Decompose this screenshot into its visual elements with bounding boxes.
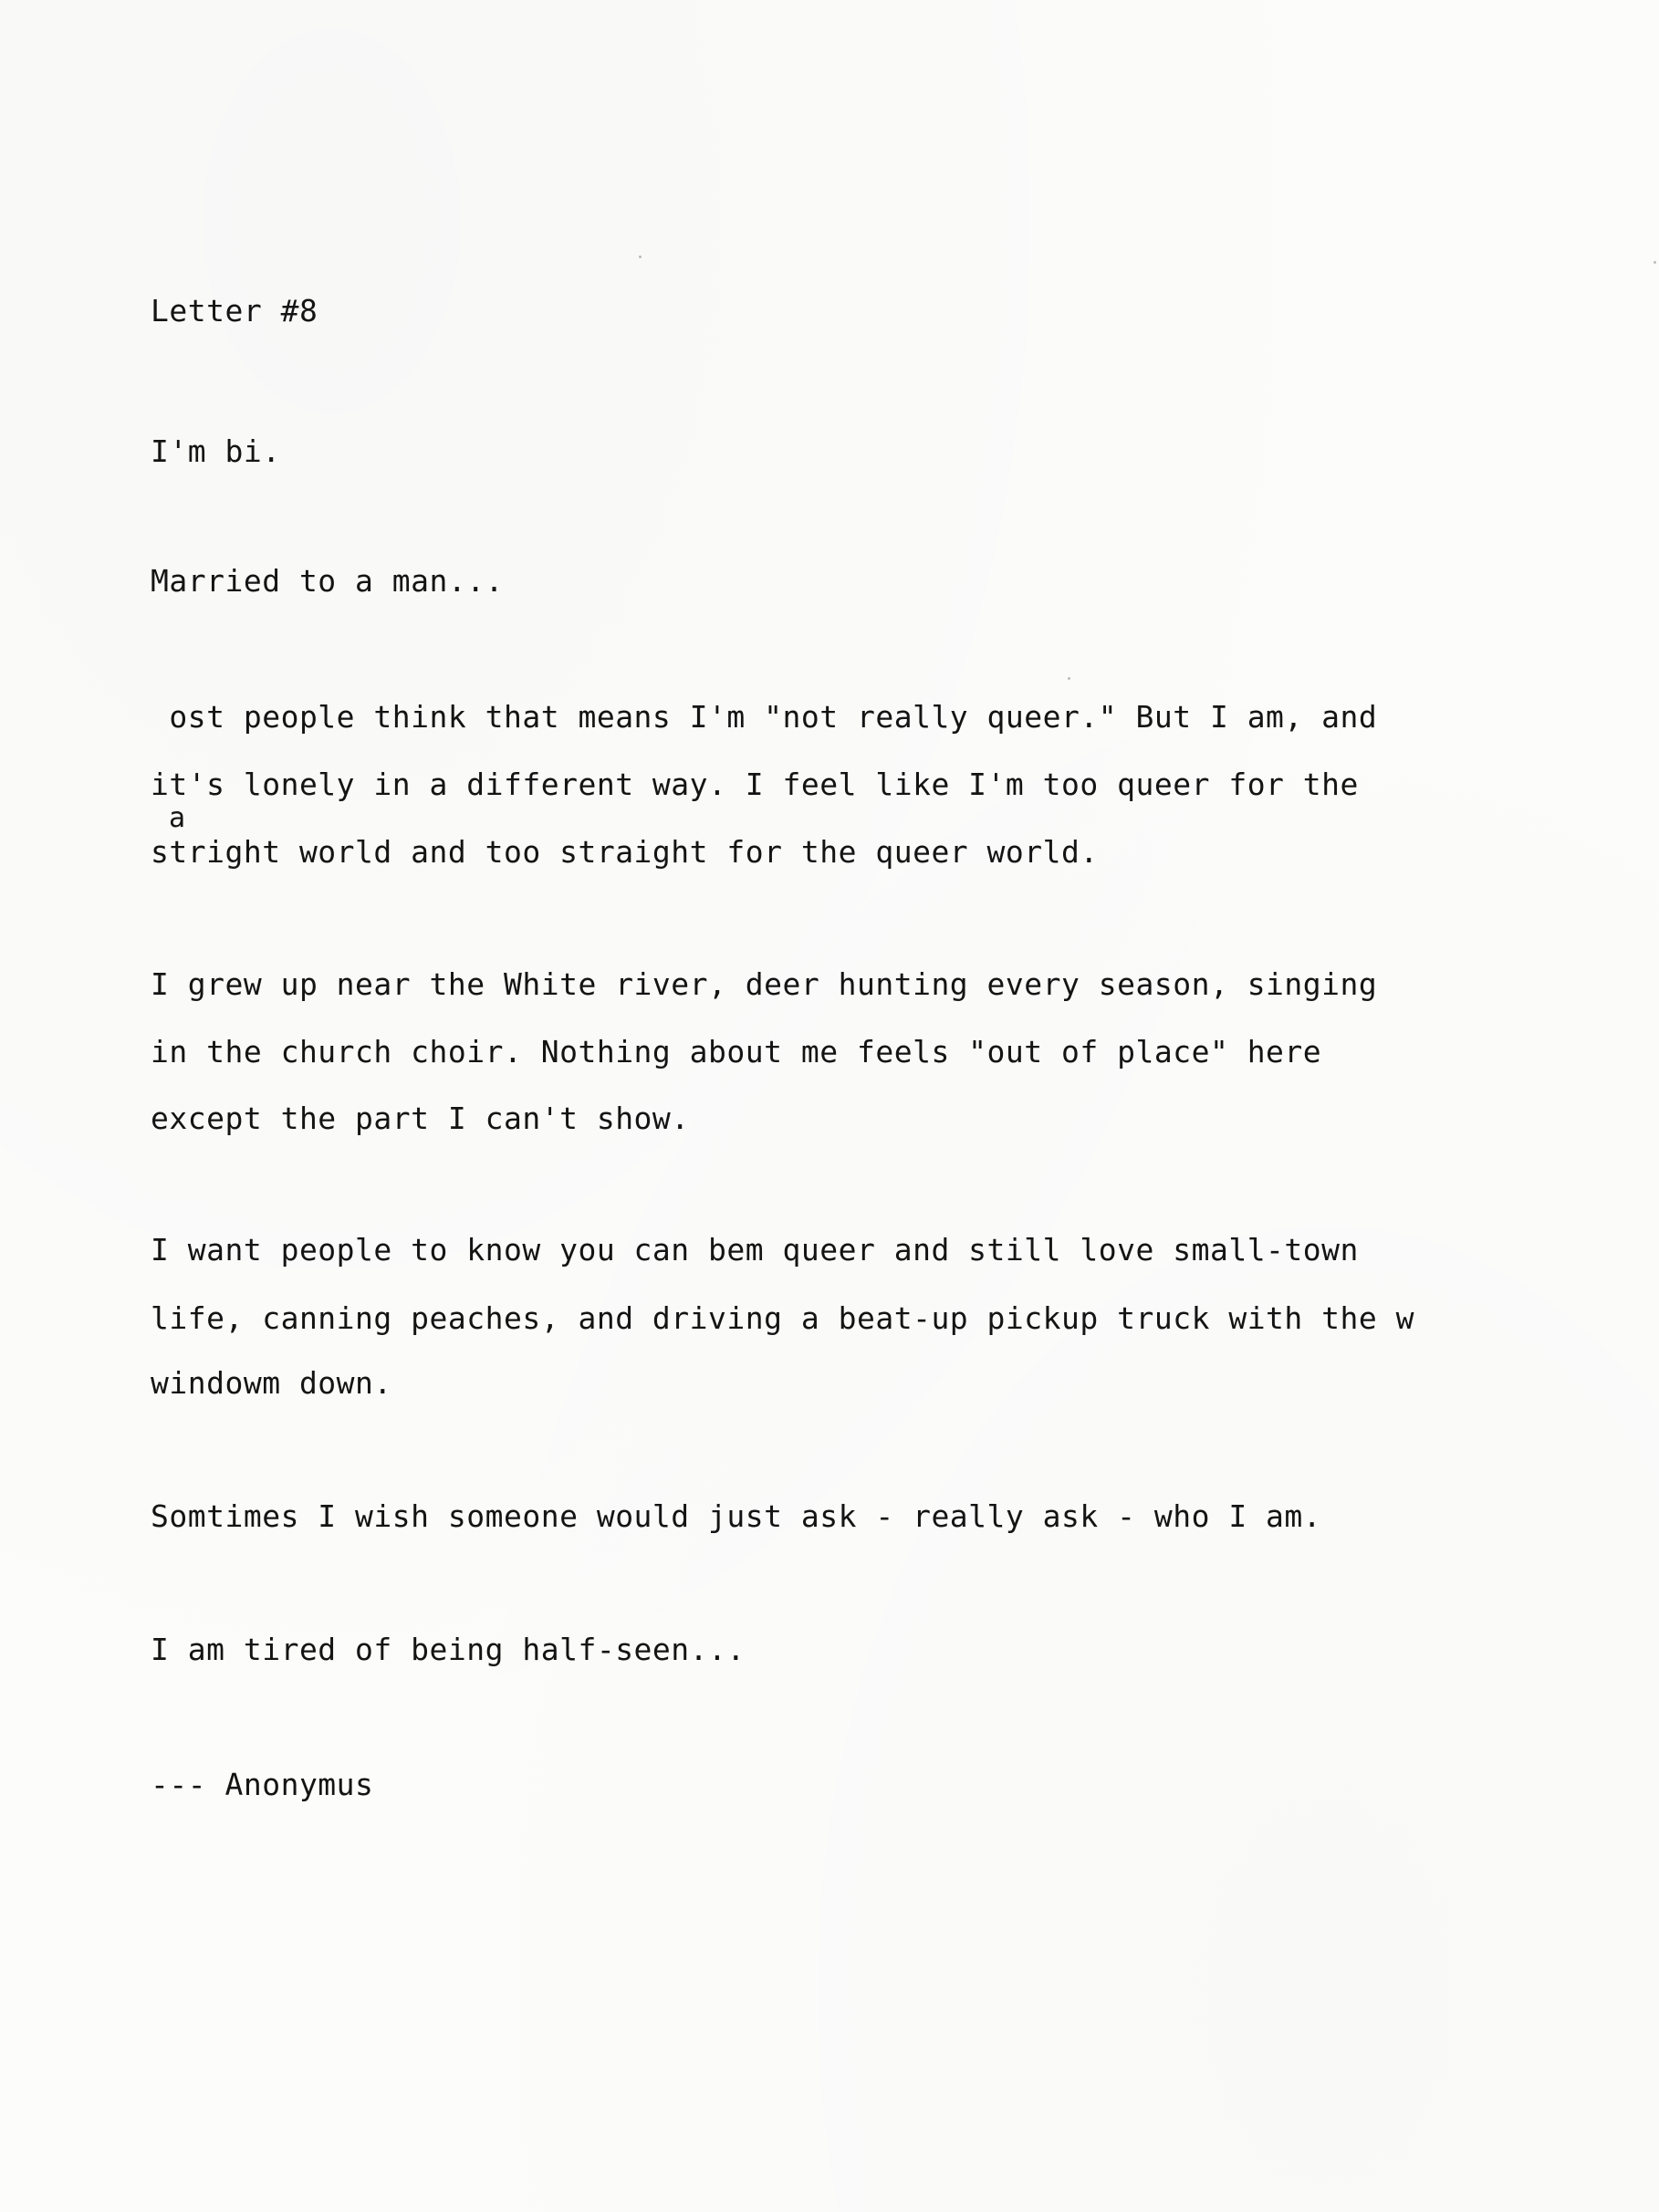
paragraph-5-line-3: windowm down. [151,1365,392,1401]
paragraph-5-line-1: I want people to know you can bem queer and still love small-town [151,1232,1359,1268]
paragraph-3-line-3: stright world and too straight for the queer world. [151,834,1099,870]
paragraph-5-line-2: life, canning peaches, and driving a beat-up pickup truck with the w [151,1300,1415,1336]
paragraph-6: Somtimes I wish someone would just ask - really ask - who I am. [151,1498,1322,1534]
paragraph-3-line-1: ost people think that means I'm "not really queer." But I am, and [151,699,1378,735]
paragraph-7: I am tired of being half-seen... [151,1632,746,1667]
paragraph-4-line-2: in the church choir. Nothing about me feels "out of place" here [151,1034,1322,1069]
paragraph-3-line-2: it's lonely in a different way. I feel like I'm too queer for the [151,767,1359,802]
letter-title: Letter #8 [151,293,318,329]
paper-speck [1654,261,1656,264]
paragraph-4-line-1: I grew up near the White river, deer hunting every season, singing [151,966,1378,1002]
paragraph-4-line-3: except the part I can't show. [151,1101,690,1136]
paper-speck [639,256,642,258]
handwritten-insert-correction: a [169,802,186,834]
signature: --- Anonymus [151,1767,374,1802]
paragraph-im-bi: I'm bi. [151,433,281,469]
paragraph-married: Married to a man... [151,563,504,599]
paper-speck [1068,677,1070,680]
